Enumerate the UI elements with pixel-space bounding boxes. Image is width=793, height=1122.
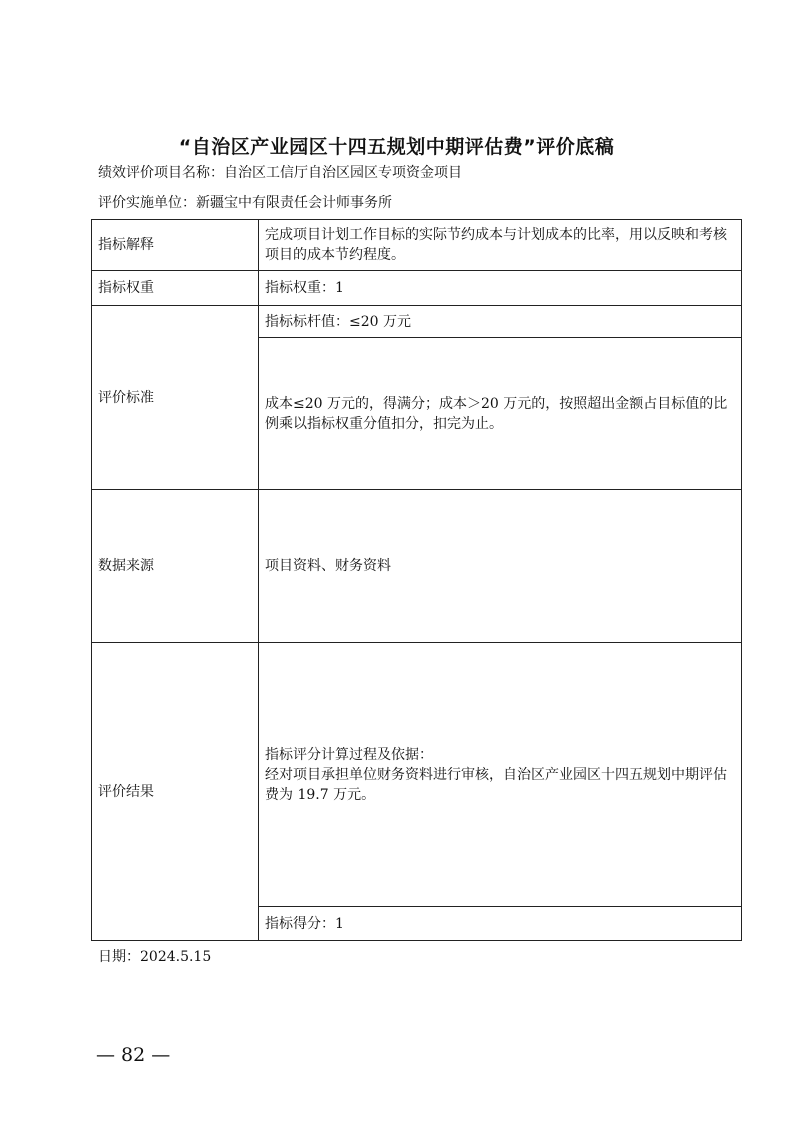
row-label-indicator-weight: 指标权重 [92,271,259,306]
indicator-explanation-text: 完成项目计划工作目标的实际节约成本与计划成本的比率，用以反映和考核项目的成本节约程度。 [259,220,742,271]
table-row [92,220,742,271]
date-text: 日期：2024.5.15 [98,949,212,965]
benchmark-value-text: 指标标杆值：≤20 万元 [259,306,742,338]
document-title: “自治区产业园区十四五规划中期评估费”评价底稿 [178,136,615,158]
evaluation-result-cell [259,643,742,907]
row-label-evaluation-result: 评价结果 [92,643,259,941]
table-row [92,490,742,643]
table-row [92,643,742,907]
row-label-data-source: 数据来源 [92,490,259,643]
project-name: 绩效评价项目名称：自治区工信厅自治区园区专项资金项目 [98,165,462,181]
process-heading: 指标评分计算过程及依据： [265,746,433,763]
row-label-indicator-explanation: 指标解释 [92,220,259,271]
evaluation-standard-text: 成本≤20 万元的，得满分；成本＞20 万元的，按照超出金额占目标值的比例乘以指标权重分值扣分，扣完为止。 [259,338,742,490]
implementing-unit: 评价实施单位：新疆宝中有限责任会计师事务所 [98,195,392,211]
table-row [92,271,742,306]
indicator-weight-text: 指标权重：1 [259,271,742,306]
row-label-evaluation-standard: 评价标准 [92,306,259,490]
page-number: — 82 — [96,1044,171,1066]
data-source-text: 项目资料、财务资料 [259,490,742,643]
evaluation-result-text: 经对项目承担单位财务资料进行审核，自治区产业园区十四五规划中期评估费为 19.7 万元。 [265,766,727,803]
table-row [92,306,742,338]
evaluation-table [91,219,742,941]
indicator-score-text: 指标得分：1 [259,907,742,941]
